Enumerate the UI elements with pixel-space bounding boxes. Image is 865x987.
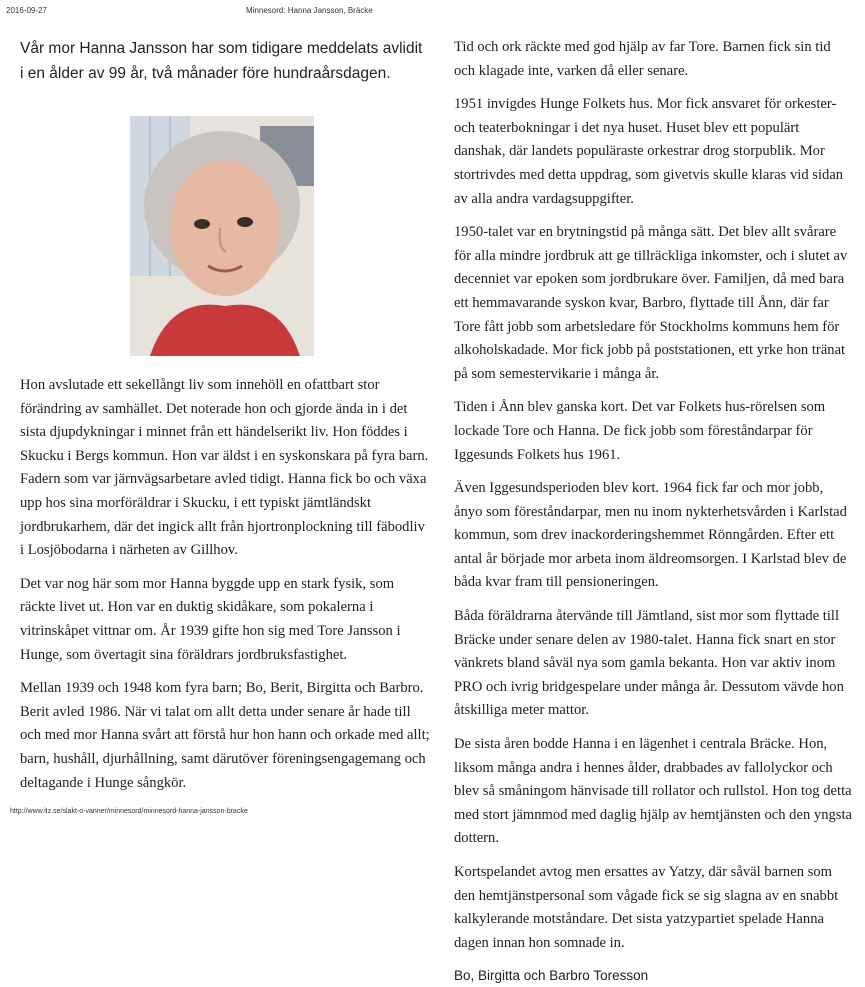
signature: Bo, Birgitta och Barbro Toresson [454,968,649,984]
paragraph: Hon avslutade ett sekellångt liv som innehöll en ofattbart stor förändring av samhället. Det noterade hon och gjorde ända in i det sista djupdykningar i minnet från ett händelserikt liv. Hon föddes i Skucku i Bergs kommun. Hon var äldst i en syskonskara på fyra barn. Fadern som var järnvägsarbetare avled tidigt. Hanna fick bo och växa upp hos sina morföräldrar i Skucku, i ett typiskt jämtländskt jordbrukarhem, där det ingick allt från hjortronplockning till fäbodliv i Losjöbodarna i närheten av Gillhov. [20,377,429,559]
paragraph: 1951 invigdes Hunge Folkets hus. Mor fick ansvaret för orkester- och teaterbokningar i det nya huset. Huset blev ett populärt danshak, där landets populäraste orkestrar drog storpublik. Mor stortrivdes med detta uppdrag, som givetvis skulle klaras vid sidan av alla andra vardagsuppgifter. [454,96,844,207]
lead-text: Vår mor Hanna Jansson har som tidigare meddelats avlidit i en ålder av 99 år, två månader före hundraårsdagen. [20,40,423,82]
lead-block [20,36,428,86]
left-column [20,374,432,805]
paragraph: 1950-talet var en brytningstid på många sätt. Det blev allt svårare för alla mindre jordbruk att ge tillräckliga inkomster, och i slutet av decenniet var epoken som jordbrukare över. Familjen, då med bara ett hemmavarande syskon kvar, Barbro, flyttade till Ånn, där far Tore fått jobb som arbetsledare för Stockholms kommuns hem för alkoholskadade. Mor fick jobb på poststationen, ett yrke hon tränat på som semestervikarie i många år. [454,224,848,382]
paragraph: De sista åren bodde Hanna i en lägenhet i centrala Bräcke. Hon, liksom många andra i hennes ålder, drabbades av fallolyckor och blev så småningom hänvisade till rollator och rullstol. Hon tog detta med stort jämnmod med daglig hjälp av hemtjänsten och den yngsta dottern. [454,736,853,847]
paragraph: Det var nog här som mor Hanna byggde upp en stark fysik, som räckte livet ut. Hon var en duktig skidåkare, som pokalerna i vitrinskåpet vittnar om. År 1939 gifte hon sig med Tore Jansson i Hunge, som övertagit sina föräldrars jordbruksfastighet. [20,575,401,663]
paragraph: Mellan 1939 och 1948 kom fyra barn; Bo, Berit, Birgitta och Barbro. Berit avled 1986. När vi talat om allt detta under senare år hade till och med mor Hanna svårt att förstå hur hon hann och orkade med allt; barn, hushåll, djurhållning, samt därutöver föreningsengagemang och deltagande i Hunge sångkör. [20,680,430,791]
paragraph: Även Iggesundsperioden blev kort. 1964 fick far och mor jobb, ånyo som föreståndarpar, men nu inom nykterhetsvården i Karlstad kommun, som drev inackorderingshemmet Rönngården. Efter ett antal år började mor arbeta inom äldreomsorgen. I Karlstad blev de båda kvar fram till pensioneringen. [454,480,847,591]
right-column [454,36,854,987]
portrait-illustration [130,116,314,356]
paragraph: Båda föräldrarna återvände till Jämtland, sist mor som flyttade till Bräcke under senare delen av 1980-talet. Hanna fick snart en stor vänkrets bland såväl nya som gamla bekanta. Hon var aktiv inom PRO och ivrig bridgespelare under många år. Dessutom vävde hon åtskilliga meter mattor. [454,608,844,719]
paragraph: Kortspelandet avtog men ersattes av Yatzy, där såväl barnen som den hemtjänstpersonal som vågade fick se sig slagna av en snabbt kalkylerande motståndare. Det sista yatzypartiet spelade Hanna dagen innan hon somnade in. [454,864,839,951]
print-date: 2016-09-27 [6,6,47,15]
paragraph: Tiden i Ånn blev ganska kort. Det var Folkets hus-rörelsen som lockade Tore och Hanna. De fick jobb som föreståndarpar för Iggesunds Folkets hus 1961. [454,399,826,463]
print-title: Minnesord: Hanna Jansson, Bräcke [246,6,373,15]
paragraph: Tid och ork räckte med god hjälp av far Tore. Barnen fick sin tid och klagade inte, varken då eller senare. [454,39,831,79]
source-url: http://www.ltz.se/slakt-o-vanner/minnesord/minnesord-hanna-jansson-bracke [10,808,248,815]
portrait-photo [130,116,314,356]
